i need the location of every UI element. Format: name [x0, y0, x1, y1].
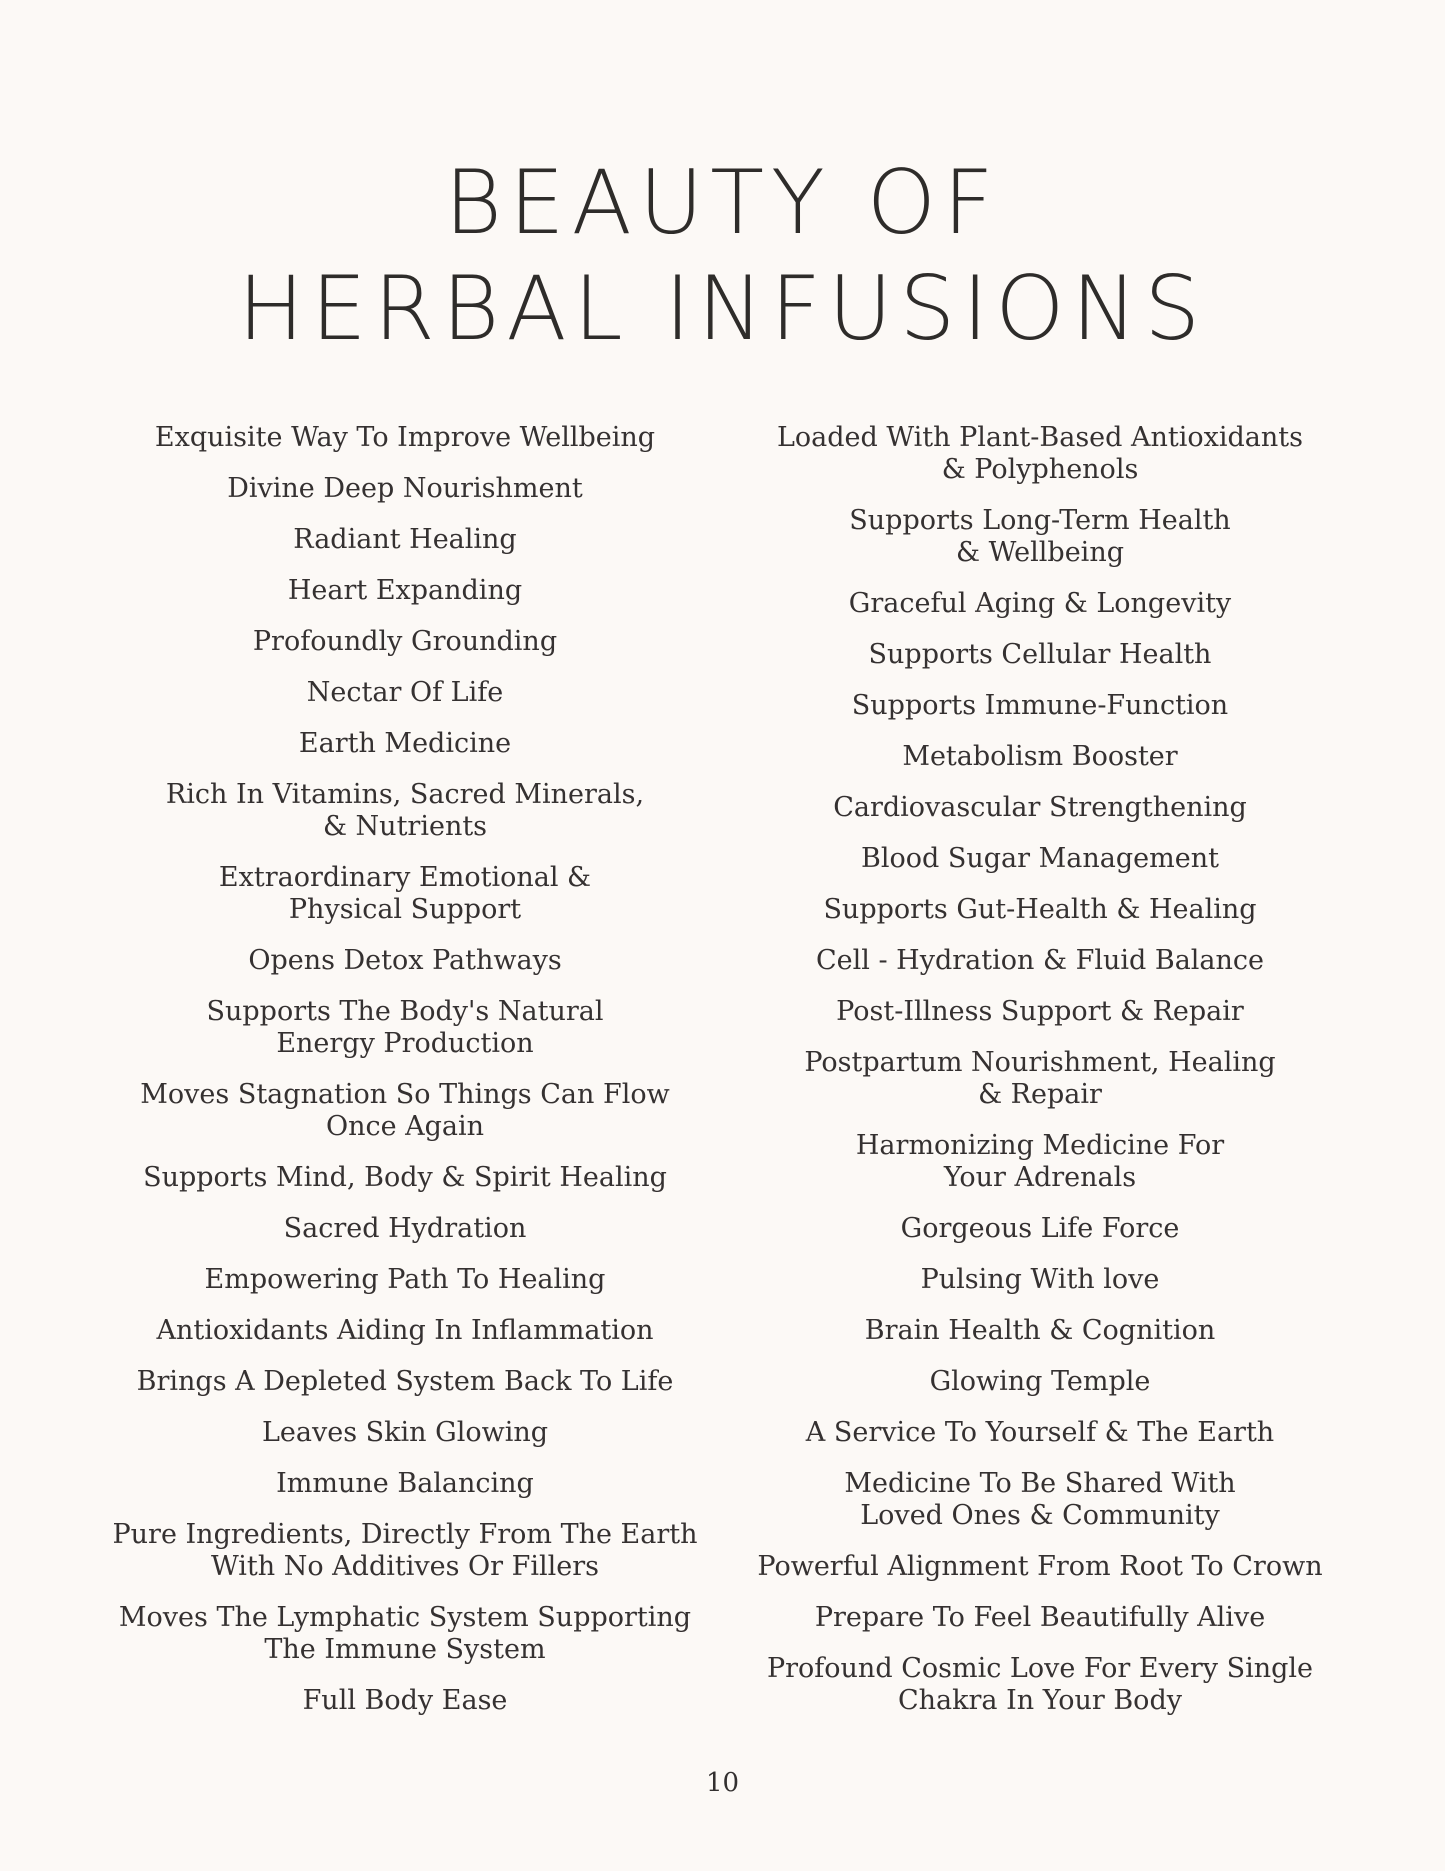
list-item	[700, 1602, 1380, 1634]
list-item-line: Sacred Hydration	[283, 1213, 527, 1244]
list-item-line: Cell - Hydration & Fluid Balance	[815, 945, 1265, 976]
list-item	[65, 1602, 745, 1666]
list-item	[700, 1468, 1380, 1532]
list-item	[700, 1653, 1380, 1717]
list-item	[65, 677, 745, 709]
list-item-line: & Polyphenols	[941, 454, 1139, 485]
list-item	[65, 862, 745, 926]
list-item-line: Supports The Body's Natural	[206, 996, 604, 1027]
list-item	[65, 728, 745, 760]
list-item	[65, 1519, 745, 1583]
right-benefits-list	[700, 422, 1380, 1736]
list-item	[700, 945, 1380, 977]
list-item	[700, 894, 1380, 926]
list-item	[65, 1162, 745, 1194]
list-item	[65, 626, 745, 658]
list-item-line: Pulsing With love	[920, 1264, 1160, 1295]
list-item-line: Earth Medicine	[298, 728, 512, 759]
list-item-line: Brings A Depleted System Back To Life	[136, 1366, 674, 1397]
list-item-line: Full Body Ease	[302, 1685, 508, 1716]
list-item-line: & Wellbeing	[956, 537, 1124, 568]
list-item	[700, 792, 1380, 824]
list-item-line: Chakra In Your Body	[898, 1685, 1182, 1716]
list-item-line: Profoundly Grounding	[252, 626, 558, 657]
list-item-line: Blood Sugar Management	[861, 843, 1219, 874]
list-item-line: Once Again	[325, 1111, 485, 1142]
list-item	[65, 779, 745, 843]
list-item-line: Cardiovascular Strengthening	[833, 792, 1247, 823]
list-item-line: Loved Ones & Community	[860, 1500, 1220, 1531]
list-item	[65, 422, 745, 454]
page-title-line-2: HERBAL INFUSIONS	[237, 257, 1208, 360]
list-item	[700, 1417, 1380, 1449]
list-item-line: Gorgeous Life Force	[900, 1213, 1180, 1244]
list-item	[65, 1468, 745, 1500]
list-item-line: Moves Stagnation So Things Can Flow	[140, 1079, 670, 1110]
list-item-line: Powerful Alignment From Root To Crown	[757, 1551, 1323, 1582]
list-item-line: Energy Production	[276, 1028, 534, 1059]
list-item-line: A Service To Yourself & The Earth	[805, 1417, 1275, 1448]
list-item	[65, 524, 745, 556]
list-item-line: Brain Health & Cognition	[864, 1315, 1216, 1346]
list-item-line: Glowing Temple	[929, 1366, 1151, 1397]
list-item	[700, 422, 1380, 486]
list-item	[65, 1685, 745, 1717]
list-item-line: Harmonizing Medicine For	[855, 1130, 1225, 1161]
list-item-line: Opens Detox Pathways	[248, 945, 562, 976]
list-item-line: Heart Expanding	[287, 575, 523, 606]
list-item	[65, 473, 745, 505]
list-item-line: Profound Cosmic Love For Every Single	[766, 1653, 1314, 1684]
list-item-line: Supports Long-Term Health	[849, 505, 1231, 536]
list-item	[700, 1315, 1380, 1347]
list-item-line: Exquisite Way To Improve Wellbeing	[154, 422, 656, 453]
list-item-line: Nectar Of Life	[306, 677, 504, 708]
list-item-line: Post-Illness Support & Repair	[836, 996, 1244, 1027]
list-item-line: Empowering Path To Healing	[204, 1264, 606, 1295]
page-number: 10	[705, 1768, 740, 1798]
list-item	[65, 1315, 745, 1347]
list-item	[65, 996, 745, 1060]
list-item	[700, 505, 1380, 569]
list-item	[65, 575, 745, 607]
page-title-line-1: BEAUTY OF	[444, 151, 1001, 254]
list-item-line: Supports Cellular Health	[868, 639, 1212, 670]
left-benefits-list	[65, 422, 745, 1736]
list-item-line: The Immune System	[264, 1634, 546, 1665]
list-item-line: & Repair	[978, 1079, 1102, 1110]
list-item-line: Postpartum Nourishment, Healing	[804, 1047, 1276, 1078]
list-item	[65, 1417, 745, 1449]
list-item-line: Medicine To Be Shared With	[844, 1468, 1236, 1499]
list-item-line: Your Adrenals	[943, 1162, 1137, 1193]
list-item-line: Pure Ingredients, Directly From The Earth	[112, 1519, 698, 1550]
list-item	[700, 1551, 1380, 1583]
list-item-line: Prepare To Feel Beautifully Alive	[814, 1602, 1266, 1633]
list-item-line: Rich In Vitamins, Sacred Minerals,	[165, 779, 645, 810]
list-item	[700, 639, 1380, 671]
list-item-line: Metabolism Booster	[902, 741, 1178, 772]
list-item	[700, 843, 1380, 875]
list-item	[700, 1264, 1380, 1296]
page-title	[0, 150, 1445, 362]
list-item	[700, 741, 1380, 773]
list-item-line: Physical Support	[288, 894, 522, 925]
list-item-line: Immune Balancing	[276, 1468, 534, 1499]
list-item	[700, 588, 1380, 620]
list-item-line: Moves The Lymphatic System Supporting	[118, 1602, 692, 1633]
list-item-line: Supports Gut-Health & Healing	[823, 894, 1257, 925]
list-item	[700, 1366, 1380, 1398]
list-item	[65, 945, 745, 977]
list-item	[700, 1130, 1380, 1194]
list-item-line: Graceful Aging & Longevity	[848, 588, 1232, 619]
list-item	[65, 1264, 745, 1296]
list-item	[700, 690, 1380, 722]
list-item	[700, 1213, 1380, 1245]
list-item	[65, 1079, 745, 1143]
list-item-line: Divine Deep Nourishment	[227, 473, 583, 504]
list-item	[65, 1366, 745, 1398]
list-item	[65, 1213, 745, 1245]
list-item-line: Antioxidants Aiding In Inflammation	[156, 1315, 654, 1346]
list-item-line: Radiant Healing	[293, 524, 517, 555]
list-item-line: Supports Mind, Body & Spirit Healing	[143, 1162, 667, 1193]
list-item	[700, 996, 1380, 1028]
list-item-line: Extraordinary Emotional &	[218, 862, 592, 893]
list-item-line: & Nutrients	[322, 811, 488, 842]
list-item-line: Supports Immune-Function	[851, 690, 1229, 721]
list-item	[700, 1047, 1380, 1111]
list-item-line: With No Additives Or Fillers	[210, 1551, 600, 1582]
list-item-line: Loaded With Plant-Based Antioxidants	[776, 422, 1303, 453]
list-item-line: Leaves Skin Glowing	[261, 1417, 549, 1448]
